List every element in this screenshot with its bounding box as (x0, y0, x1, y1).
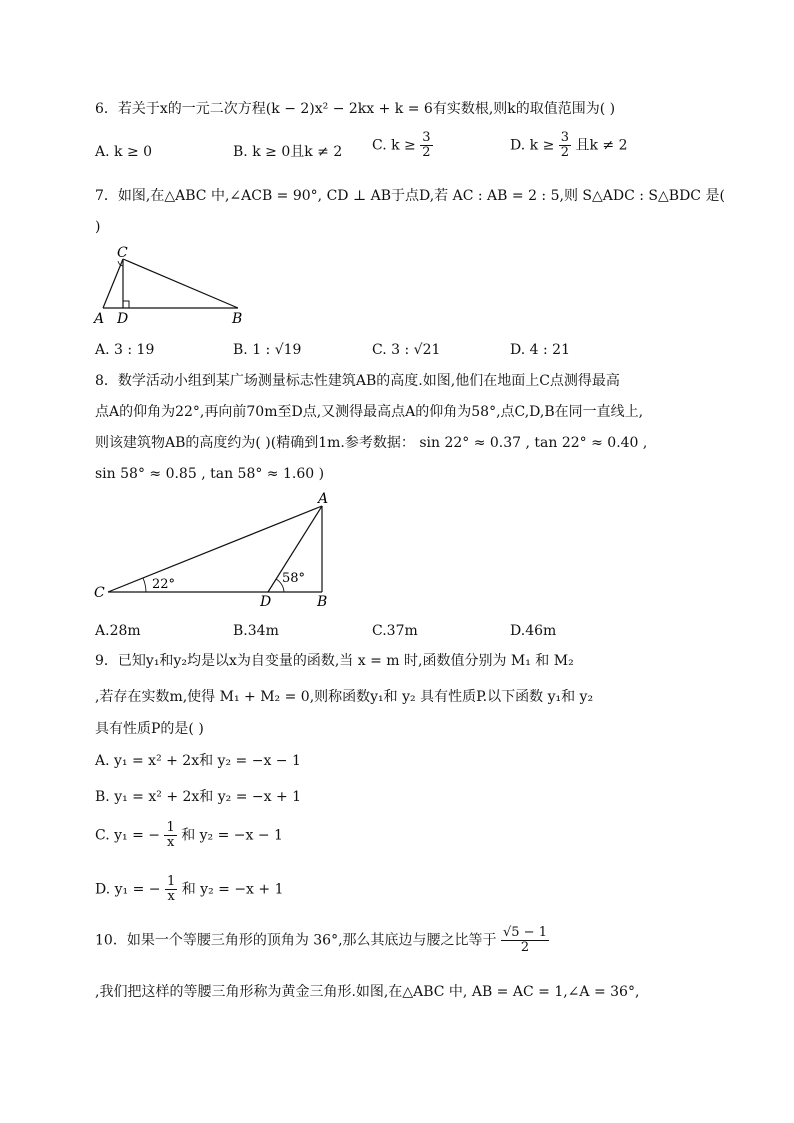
fraction (420, 131, 432, 160)
option-letter: B. (95, 789, 110, 805)
label-b: B (232, 311, 243, 326)
q8-option-b (233, 622, 279, 640)
q7-stem-line1: 7．如图,在△ABC 中,∠ACB = 90°, CD ⊥ AB于点D,若 AC : AB = 2 : 5,则 S△ADC : S△BDC 是( (95, 188, 725, 204)
option-letter: B. (233, 342, 248, 358)
option-text: 34m (247, 623, 279, 639)
option-text: k ≥ (391, 137, 416, 154)
q9-option-d (95, 875, 284, 904)
q8-building-figure (88, 488, 348, 614)
fraction-numerator: 3 (422, 130, 431, 145)
option-letter: C. (95, 827, 110, 844)
option-text: y₁ = − (114, 827, 161, 844)
option-text-after: 且k ≠ 2 (575, 137, 628, 154)
option-letter: A. (95, 753, 110, 769)
option-letter: B. (233, 144, 248, 160)
option-text: 46m (525, 623, 557, 639)
fraction-numerator: 1 (166, 820, 175, 835)
fraction-denominator: x (167, 889, 175, 904)
q8-stem-line2: 点A的仰角为22°,再向前70m至D点,又测得最高点A的仰角为58°,点C,D,B在同一直线上, (95, 404, 644, 420)
q6-option-c (372, 131, 433, 160)
option-letter: C. (372, 623, 387, 639)
q10-stem-line1 (95, 926, 549, 955)
angle-d-label: 58° (282, 571, 306, 586)
fraction-denominator: 2 (520, 940, 530, 955)
option-text: y₁ = − (114, 881, 161, 898)
option-text: 3 : √21 (391, 342, 441, 358)
q8-option-d (510, 622, 556, 640)
option-text: k ≥ (529, 137, 555, 154)
q9-option-b (95, 788, 301, 806)
option-text-after: 和 y₂ = −x − 1 (181, 827, 283, 844)
fraction (165, 875, 177, 904)
angle-c-label: 22° (152, 577, 176, 592)
fraction-numerator: 3 (560, 130, 570, 145)
q7-triangle-lines (103, 259, 238, 308)
option-letter: D. (510, 623, 526, 639)
q6-option-d (510, 131, 628, 160)
option-text: k ≥ 0 (114, 144, 153, 160)
q6-option-b (233, 143, 342, 161)
label-c: C (94, 585, 105, 601)
q9-option-a (95, 752, 301, 770)
golden-ratio-fraction (501, 926, 549, 955)
q6-stem: 6．若关于x的一元二次方程(k − 2)x² − 2kx + k = 6有实数根,则k的取值范围为( ) (95, 101, 616, 117)
q10-stem-text: 10．如果一个等腰三角形的顶角为 36°,那么其底边与腰之比等于 (95, 932, 497, 949)
option-text: 3 : 19 (114, 342, 155, 358)
option-text-after: 和 y₂ = −x + 1 (181, 881, 284, 898)
q8-option-c (372, 622, 418, 640)
fraction-denominator: x (166, 835, 175, 850)
label-d: D (117, 311, 129, 326)
option-letter: A. (95, 342, 110, 358)
option-letter: A. (95, 623, 110, 639)
label-a: A (94, 311, 105, 326)
q8-stem-line1: 8．数学活动小组到某广场测量标志性建筑AB的高度.如图,他们在地面上C点测得最高 (95, 373, 620, 389)
label-d: D (260, 594, 272, 610)
q9-stem-line3: 具有性质P的是( ) (95, 721, 204, 737)
option-letter: D. (510, 137, 526, 154)
q8-option-a (95, 622, 141, 640)
option-text: y₁ = x² + 2x和 y₂ = −x + 1 (114, 789, 302, 805)
fraction (559, 131, 571, 160)
option-text: 37m (386, 623, 418, 639)
q8-stem-line4: sin 58° ≈ 0.85 , tan 58° ≈ 1.60 ) (95, 466, 325, 482)
option-text: k ≥ 0且k ≠ 2 (252, 144, 343, 160)
label-b: B (317, 594, 328, 610)
q8-stem-line3: 则该建筑物AB的高度约为( )(精确到1m.参考数据： sin 22° ≈ 0.37 , tan 22° ≈ 0.40 , (95, 435, 648, 451)
option-letter: C. (372, 137, 387, 154)
option-letter: A. (95, 144, 110, 160)
fraction (164, 821, 176, 850)
q7-option-c (372, 341, 440, 359)
q6-option-a (95, 143, 152, 161)
fraction-numerator: √5 − 1 (502, 925, 547, 940)
option-letter: D. (95, 881, 111, 898)
option-letter: C. (372, 342, 387, 358)
option-text: 4 : 21 (529, 342, 570, 358)
option-letter: B. (233, 623, 248, 639)
q7-triangle-figure (88, 244, 258, 326)
fraction-numerator: 1 (166, 874, 176, 889)
label-c: C (117, 245, 128, 261)
fraction-denominator: 2 (560, 145, 570, 160)
q10-stem-line2: ,我们把这样的等腰三角形称为黄金三角形.如图,在△ABC 中, AB = AC = 1,∠A = 36°, (95, 984, 640, 1000)
label-a: A (318, 491, 329, 507)
q7-option-a (95, 341, 154, 359)
fraction-denominator: 2 (422, 145, 431, 160)
option-text: y₁ = x² + 2x和 y₂ = −x − 1 (114, 753, 301, 769)
q7-option-b (233, 341, 301, 359)
q9-stem-line2: ,若存在实数m,使得 M₁ + M₂ = 0,则称函数y₁和 y₂ 具有性质P.以下函数 y₁和 y₂ (95, 689, 594, 705)
q9-option-c (95, 821, 283, 850)
option-letter: D. (510, 342, 526, 358)
option-text: 1 : √19 (252, 342, 302, 358)
q9-stem-line1: 9．已知y₁和y₂均是以x为自变量的函数,当 x = m 时,函数值分别为 M₁ 和 M₂ (95, 653, 574, 669)
q7-stem-line2: ) (95, 219, 101, 235)
option-text: 28m (109, 623, 141, 639)
q7-option-d (510, 341, 570, 359)
